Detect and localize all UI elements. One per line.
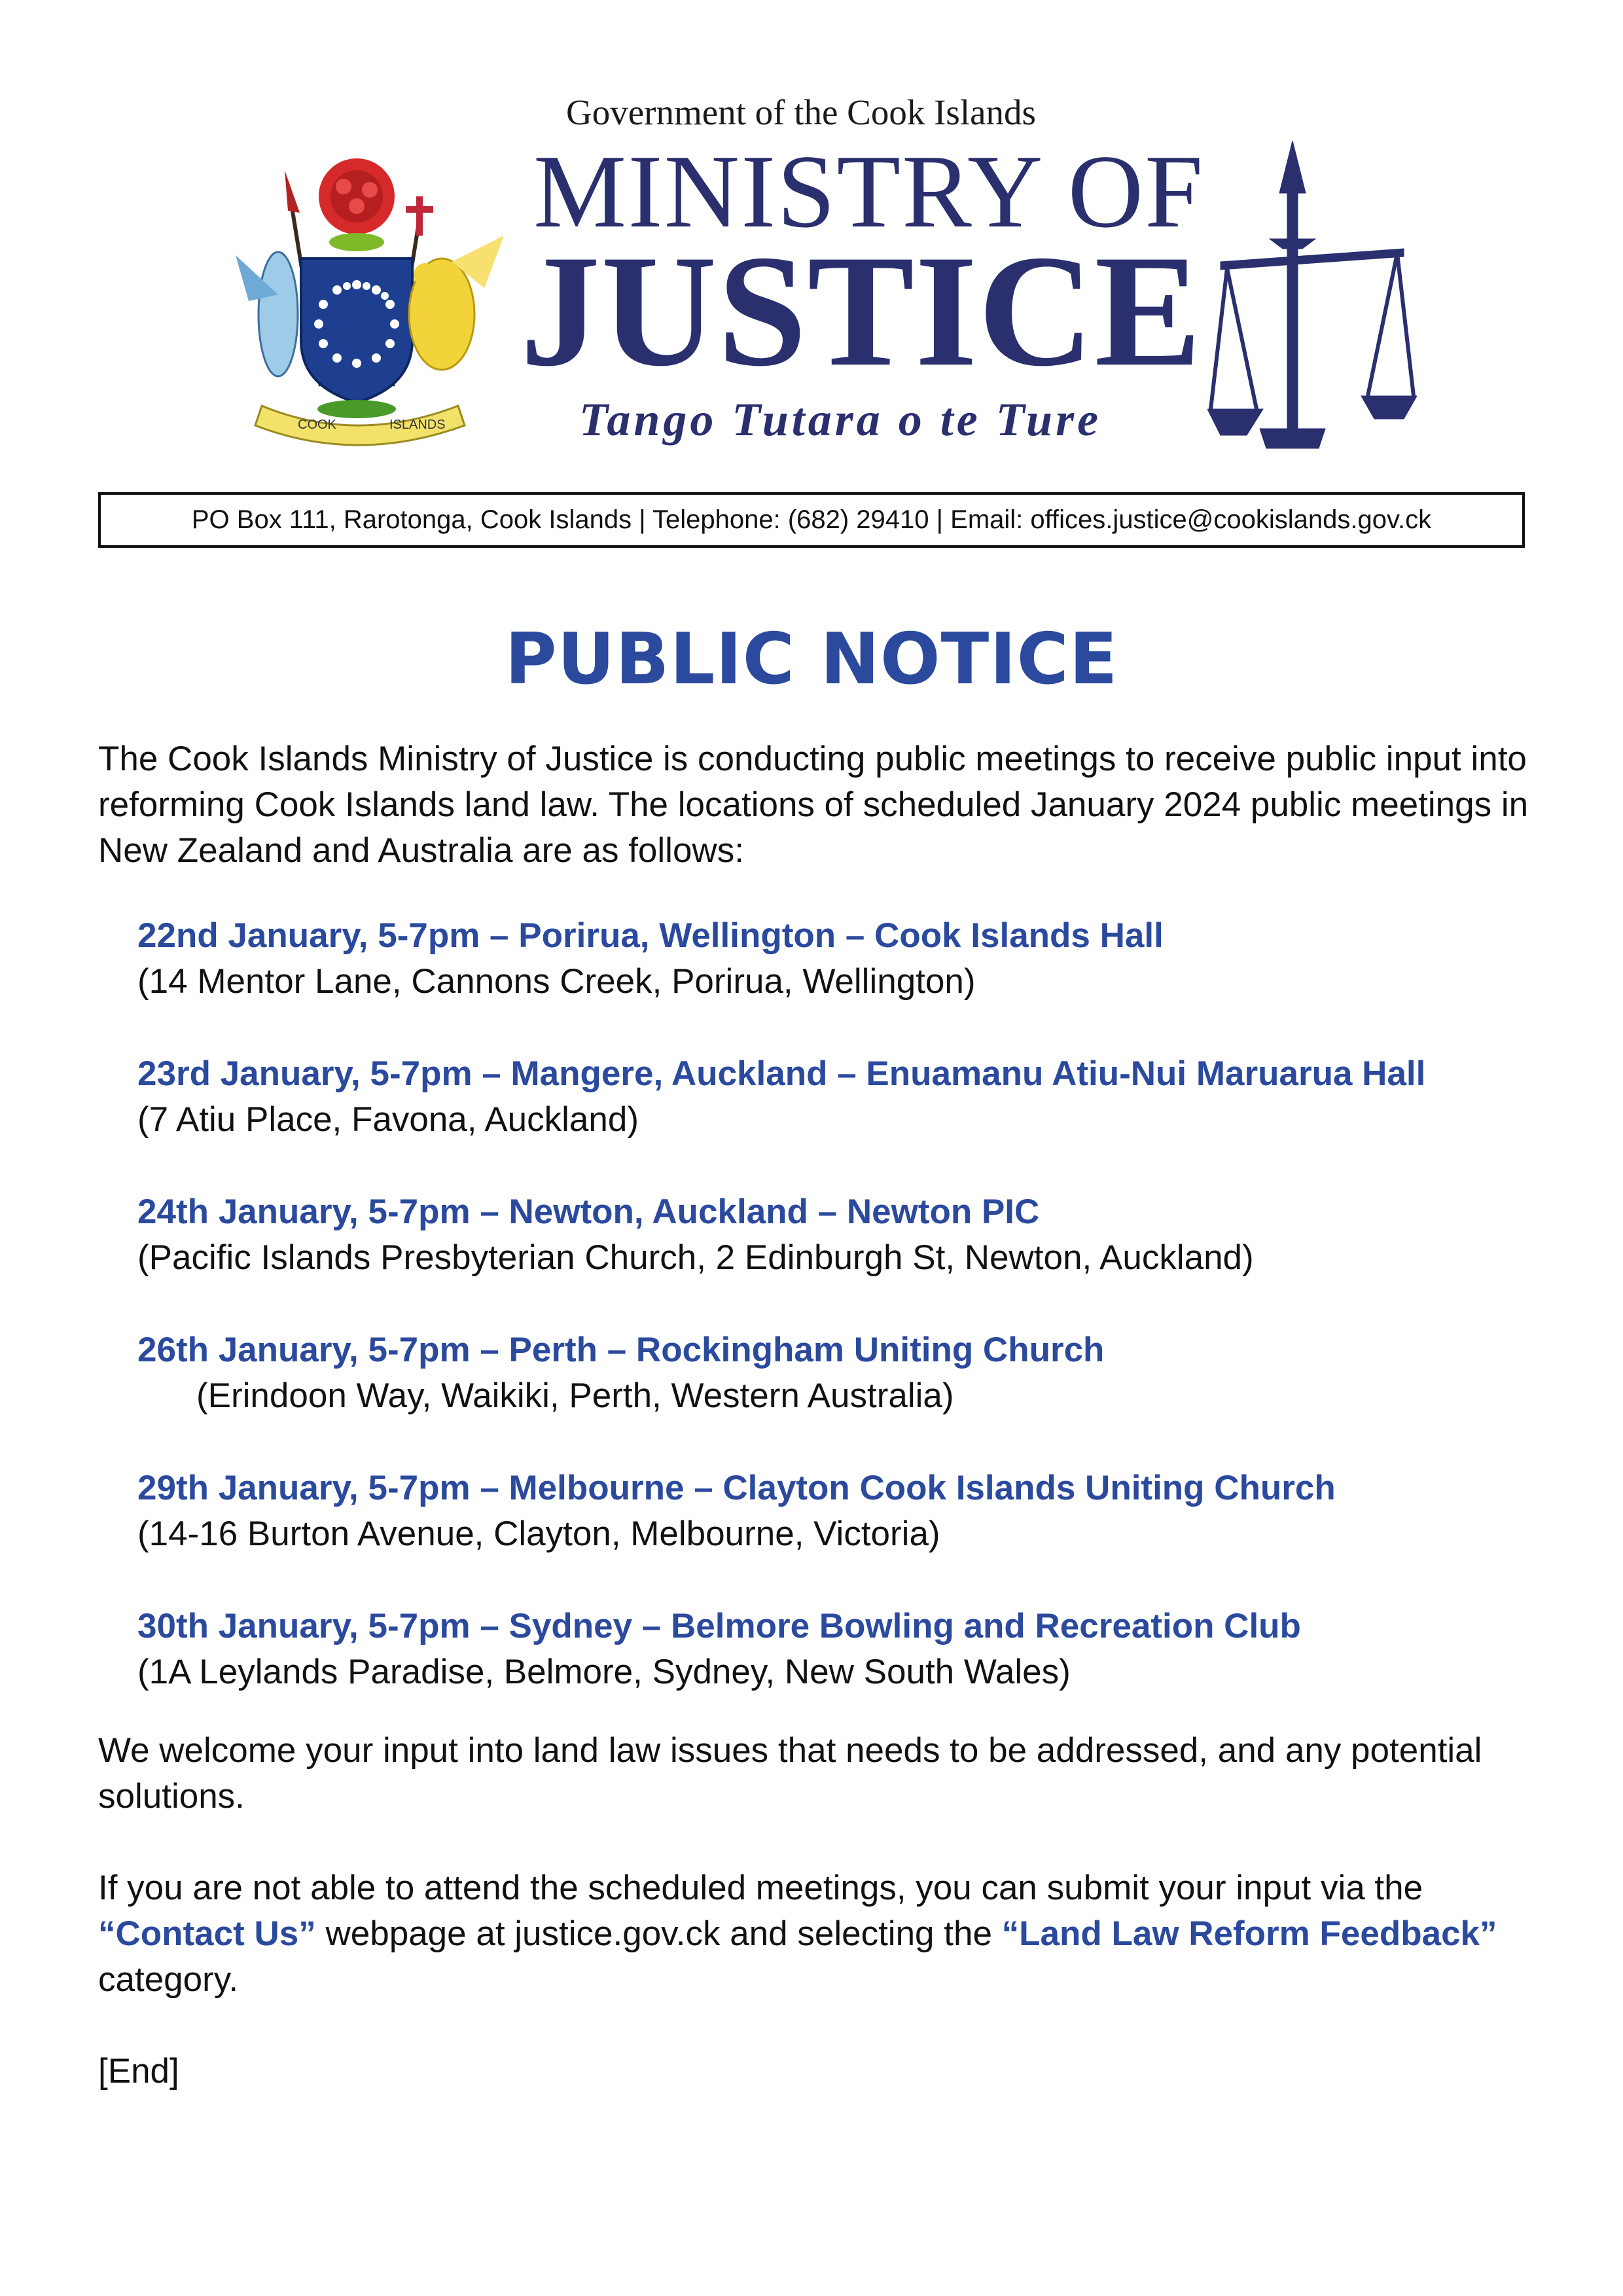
meeting-address: (Pacific Islands Presbyterian Church, 2 Edinburgh St, Newton, Auckland) [137, 1238, 1254, 1277]
crest-ribbon-right: ISLANDS [389, 418, 446, 432]
meeting-heading: 26th January, 5-7pm – Perth – Rockingham Uniting Church [137, 1331, 1105, 1369]
coat-of-arms-icon [223, 151, 510, 458]
end-marker: [End] [98, 2052, 179, 2090]
list-item [137, 1189, 1551, 1327]
meeting-address: (14 Mentor Lane, Cannons Creek, Porirua, Wellington) [137, 962, 976, 1001]
list-item [137, 1465, 1551, 1604]
government-line: Government of the Cook Islands [566, 92, 1036, 132]
crest-ribbon-left: COOK [298, 418, 336, 432]
online-text-1: If you are not able to attend the scheduled meetings, you can submit your input via the [98, 1869, 1423, 1907]
meeting-heading: 24th January, 5-7pm – Newton, Auckland – Newton PIC [137, 1193, 1040, 1231]
online-text-2: webpage at justice.gov.ck and selecting the [315, 1914, 1002, 1953]
meeting-heading: 23rd January, 5-7pm – Mangere, Auckland – Enuamanu Atiu-Nui Maruarua Hall [137, 1054, 1426, 1093]
list-item [137, 913, 1551, 1051]
feedback-category-highlight: “Land Law Reform Feedback” [1001, 1914, 1497, 1953]
contact-us-highlight: “Contact Us” [98, 1914, 316, 1953]
intro-paragraph: The Cook Islands Ministry of Justice is conducting public meetings to receive public input into reforming Cook Islands land law. The locations of scheduled January 2024 public meetings in New Zealand and Australia are as follows: [98, 740, 1529, 870]
justice-title: JUSTICE [520, 222, 1202, 399]
scales-of-justice-icon [1207, 141, 1417, 455]
meeting-list [137, 913, 1551, 1742]
motto: Tango Tutara o te Ture [579, 393, 1102, 446]
meeting-address: (Erindoon Way, Waikiki, Perth, Western Australia) [196, 1376, 954, 1415]
meeting-heading: 30th January, 5-7pm – Sydney – Belmore Bowling and Recreation Club [137, 1607, 1301, 1645]
online-text-3: category. [98, 1960, 239, 1999]
contact-line: PO Box 111, Rarotonga, Cook Islands | Telephone: (682) 29410 | Email: offices.justice@cookislands.gov.ck [191, 505, 1432, 534]
online-submission-paragraph [98, 1865, 1538, 2003]
letterhead [0, 0, 1623, 471]
meeting-heading: 22nd January, 5-7pm – Porirua, Wellington – Cook Islands Hall [137, 916, 1164, 955]
list-item [137, 1051, 1551, 1189]
meeting-address: (1A Leylands Paradise, Belmore, Sydney, New South Wales) [137, 1653, 1071, 1691]
list-item [137, 1327, 1551, 1465]
list-item [137, 1604, 1551, 1742]
meeting-heading: 29th January, 5-7pm – Melbourne – Clayton Cook Islands Uniting Church [137, 1469, 1336, 1507]
welcome-paragraph: We welcome your input into land law issues that needs to be addressed, and any potential solutions. [98, 1731, 1482, 1816]
contact-info-box [98, 492, 1525, 548]
meeting-address: (7 Atiu Place, Favona, Auckland) [137, 1100, 639, 1139]
ministry-of-title: MINISTRY OF [533, 133, 1205, 249]
meeting-address: (14-16 Burton Avenue, Clayton, Melbourne, Victoria) [137, 1515, 940, 1553]
page-title: PUBLIC NOTICE [505, 619, 1118, 700]
